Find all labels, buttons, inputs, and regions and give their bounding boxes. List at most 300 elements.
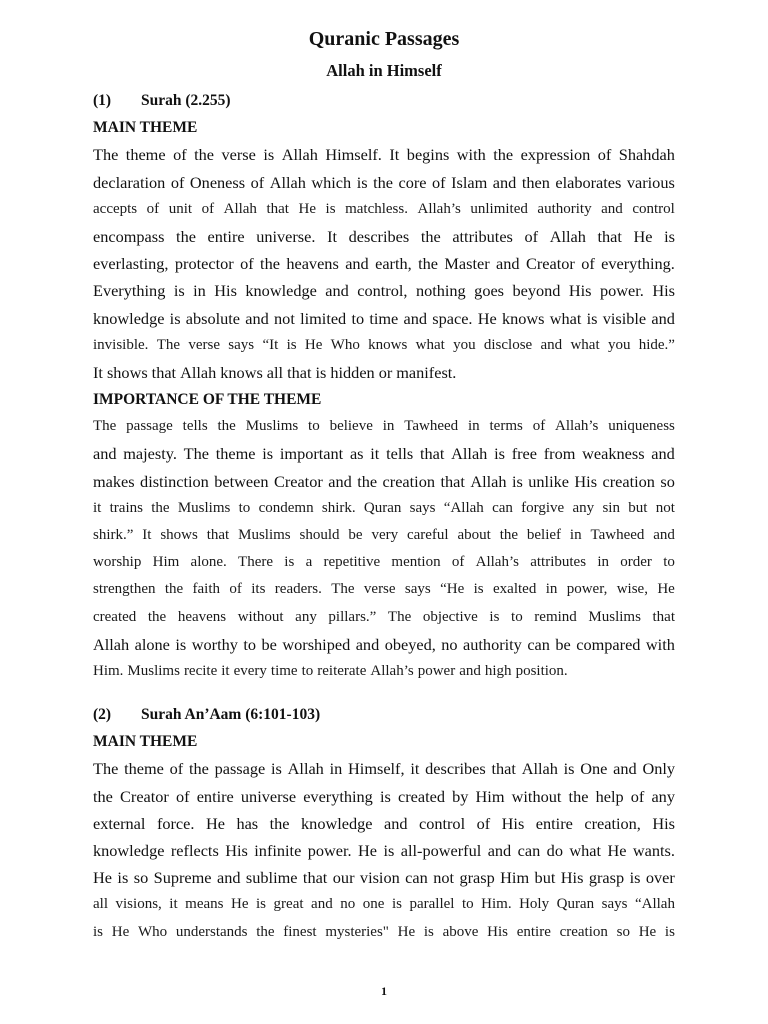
word: absolute: [185, 308, 241, 328]
word: describes: [425, 759, 486, 779]
word: His: [501, 813, 525, 833]
word: Quran: [363, 499, 402, 516]
word: in: [468, 418, 480, 435]
word: forgive: [521, 499, 565, 516]
word: His: [568, 281, 592, 301]
word: remind: [534, 608, 577, 625]
text-line: [93, 223, 675, 250]
word: Allah: [451, 444, 488, 464]
word: and: [487, 840, 512, 860]
word: Allah: [470, 471, 507, 491]
word: and: [216, 868, 241, 888]
word: “Allah: [634, 896, 675, 913]
word: is: [473, 581, 484, 598]
word: what: [569, 840, 602, 860]
word: of: [146, 200, 160, 217]
word: and: [540, 336, 563, 353]
word: without: [237, 608, 284, 625]
word: help: [595, 786, 624, 806]
word: knowledge: [301, 813, 373, 833]
section-2-surah-heading: [93, 701, 675, 728]
word: core: [398, 172, 427, 192]
word: Who: [330, 336, 360, 353]
word: is: [629, 868, 641, 888]
word: says: [601, 896, 628, 913]
word: exalted: [493, 581, 537, 598]
word: unlike: [528, 471, 569, 491]
word: of: [170, 172, 185, 192]
word: the: [373, 172, 393, 192]
word: There: [238, 554, 274, 571]
word: and: [613, 759, 637, 779]
word: He: [657, 581, 675, 598]
word: Allah: [223, 200, 257, 217]
word: visions,: [115, 896, 162, 913]
word: The: [387, 608, 412, 625]
word: worshiped: [282, 634, 351, 654]
word: shirk.: [321, 499, 356, 516]
word: He: [231, 896, 249, 913]
word: about: [457, 527, 491, 543]
word: important: [279, 444, 344, 464]
word: distinction: [140, 471, 209, 491]
word: careful: [406, 527, 449, 543]
word: in: [382, 418, 395, 435]
word: of: [451, 554, 465, 571]
word: and: [651, 444, 675, 464]
word: His: [574, 471, 598, 491]
section-2-main-theme-heading: MAIN THEME: [93, 733, 198, 751]
word: Allah: [287, 759, 324, 779]
word: of: [581, 254, 595, 274]
word: makes: [93, 471, 135, 491]
word: what: [570, 336, 600, 353]
word: by: [452, 786, 469, 806]
word: from: [543, 444, 576, 464]
word: weakness: [582, 444, 645, 464]
section-1-surah: Surah (2.255): [141, 92, 231, 109]
word: He: [633, 226, 653, 246]
word: not: [274, 308, 295, 328]
word: be: [555, 634, 571, 654]
word: worthy: [191, 634, 238, 654]
word: be: [261, 634, 277, 654]
word: our: [332, 868, 355, 888]
word: to: [511, 608, 523, 625]
word: verse: [188, 336, 220, 353]
word: Allah’s: [370, 662, 414, 679]
word: The: [331, 581, 355, 598]
word: Tawheed: [590, 527, 645, 543]
word: verse: [221, 145, 256, 165]
word: it: [410, 759, 420, 779]
word: Muslims: [177, 499, 231, 516]
word: is: [494, 444, 505, 464]
word: heavens: [177, 608, 227, 625]
word: He: [477, 308, 497, 328]
word: majesty.: [123, 444, 177, 464]
word: His: [487, 923, 508, 940]
word: Allah’s: [555, 418, 599, 435]
word: Muslims: [238, 527, 291, 543]
section-2-number: (2): [93, 706, 112, 723]
word: Muslims: [245, 418, 299, 435]
word: repetitive: [323, 554, 381, 571]
word: the: [194, 145, 214, 165]
word: the: [260, 254, 280, 274]
word: is: [93, 923, 104, 940]
word: and: [311, 896, 333, 913]
text-line: [93, 891, 675, 918]
word: any: [572, 499, 595, 516]
word: faith: [192, 581, 221, 598]
word: is: [117, 868, 129, 888]
word: His: [560, 868, 584, 888]
word: alone.: [190, 554, 227, 571]
word: begins: [406, 145, 450, 165]
word: infinite: [254, 840, 302, 860]
word: wants.: [632, 840, 675, 860]
word: should: [299, 527, 340, 543]
word: describes: [348, 226, 410, 246]
word: position.: [515, 662, 568, 679]
word: earth,: [375, 254, 412, 274]
word: says: [228, 336, 255, 353]
word: the: [493, 145, 514, 165]
word: understands: [175, 923, 248, 940]
word: is: [383, 840, 395, 860]
word: is: [423, 923, 434, 940]
text-line: [93, 810, 675, 837]
word: everything: [303, 786, 373, 806]
word: and: [601, 200, 623, 217]
word: Himself,: [348, 759, 405, 779]
word: to: [243, 634, 257, 654]
word: It: [389, 145, 400, 165]
word: to: [301, 662, 314, 679]
word: time: [369, 308, 399, 328]
word: above: [442, 923, 479, 940]
word: is: [489, 608, 500, 625]
word: is: [256, 896, 267, 913]
word: is: [586, 308, 598, 328]
word: He: [607, 840, 627, 860]
word: that: [652, 608, 675, 625]
word: entire: [207, 226, 245, 246]
word: nothing: [415, 281, 466, 301]
word: universe: [240, 786, 297, 806]
word: and: [403, 308, 428, 328]
word: means: [185, 896, 224, 913]
word: His: [214, 281, 237, 301]
word: knowledge: [245, 281, 317, 301]
word: Holy: [519, 896, 550, 913]
word: says: [409, 499, 436, 516]
word: and: [345, 254, 369, 274]
text-line: [93, 495, 675, 522]
word: It: [327, 226, 338, 246]
word: knows: [220, 362, 263, 382]
word: The: [93, 759, 119, 779]
word: then: [521, 172, 550, 192]
word: but: [628, 499, 648, 516]
word: The: [93, 145, 119, 165]
page-title: Quranic Passages: [308, 28, 460, 50]
word: the: [499, 527, 519, 543]
word: and: [93, 444, 117, 464]
word: not: [655, 499, 675, 516]
word: all: [266, 362, 284, 382]
word: Allah: [521, 759, 558, 779]
word: “It: [262, 336, 279, 353]
section-1-number: (1): [93, 92, 112, 109]
word: of: [432, 172, 446, 192]
word: condemn: [258, 499, 314, 516]
word: unit: [168, 200, 193, 217]
text-line: [93, 576, 675, 603]
word: He: [205, 813, 225, 833]
word: Master: [444, 254, 490, 274]
word: everlasting,: [93, 254, 169, 274]
word: can: [492, 499, 513, 516]
word: no: [340, 896, 356, 913]
word: that: [491, 759, 516, 779]
word: unlimited: [470, 200, 528, 217]
word: limited: [300, 308, 347, 328]
word: recite: [183, 662, 218, 679]
word: declaration: [93, 172, 166, 192]
word: The: [156, 336, 181, 353]
word: the: [418, 254, 439, 274]
word: is: [271, 759, 282, 779]
word: the: [256, 923, 275, 940]
word: reflects: [170, 840, 219, 860]
word: is: [664, 226, 675, 246]
word: The: [93, 418, 117, 435]
word: that: [597, 226, 622, 246]
word: power,: [566, 581, 608, 598]
text-line: [93, 658, 675, 685]
word: Creator: [273, 471, 323, 491]
word: everything.: [601, 254, 675, 274]
word: Him.: [93, 662, 124, 679]
word: the: [217, 418, 236, 435]
word: a: [305, 554, 313, 571]
word: Only: [642, 759, 675, 779]
word: without: [511, 786, 562, 806]
word: Allah’s: [475, 554, 519, 571]
word: theme: [215, 444, 256, 464]
word: the: [269, 813, 290, 833]
word: readers.: [274, 581, 322, 598]
word: in: [329, 759, 343, 779]
word: invisible.: [93, 336, 149, 353]
word: the: [176, 226, 196, 246]
word: Tawheed: [404, 418, 459, 435]
word: of: [597, 145, 612, 165]
word: visible: [602, 308, 647, 328]
page-subtitle: Allah in Himself: [326, 61, 442, 80]
word: and: [245, 308, 269, 328]
word: knows: [368, 336, 408, 353]
word: mysteries": [325, 923, 389, 940]
section-1-surah-heading: [93, 87, 675, 114]
word: entire: [535, 813, 573, 833]
word: not: [433, 868, 455, 888]
word: can: [517, 840, 541, 860]
text-line: [93, 864, 675, 891]
word: creation,: [584, 813, 641, 833]
word: compared: [576, 634, 641, 654]
word: It: [142, 527, 152, 543]
word: power: [417, 662, 456, 679]
word: and: [496, 254, 520, 274]
word: He: [298, 200, 316, 217]
word: theme: [125, 145, 166, 165]
word: tells: [182, 418, 208, 435]
section-2: [93, 701, 675, 946]
word: is: [262, 444, 274, 464]
word: can: [405, 868, 428, 888]
word: sublime: [245, 868, 298, 888]
word: any: [651, 786, 675, 806]
word: it: [169, 896, 178, 913]
word: reiterate: [317, 662, 367, 679]
word: of: [240, 254, 254, 274]
word: authority: [463, 634, 522, 654]
word: knowledge: [93, 308, 165, 328]
word: the: [568, 786, 589, 806]
word: control,: [357, 281, 408, 301]
word: theme: [124, 759, 164, 779]
word: Who: [137, 923, 168, 940]
word: elaborates: [555, 172, 622, 192]
word: what: [549, 308, 582, 328]
word: and: [651, 308, 675, 328]
word: and: [325, 281, 349, 301]
word: is: [511, 471, 523, 491]
word: His: [652, 281, 675, 301]
word: you: [453, 336, 476, 353]
text-line: [93, 468, 675, 495]
word: of: [229, 581, 242, 598]
word: The: [183, 444, 209, 464]
word: Allah: [180, 362, 217, 382]
word: finest: [283, 923, 317, 940]
word: objective: [422, 608, 478, 625]
word: “He: [440, 581, 465, 598]
section-2-surah: Surah An’Aam (6:101-103): [141, 706, 321, 723]
word: great: [273, 896, 304, 913]
word: of: [532, 418, 546, 435]
word: and: [355, 634, 380, 654]
text-line: [93, 783, 675, 810]
word: hide.”: [638, 336, 675, 353]
word: created: [93, 608, 137, 625]
word: pillars.”: [328, 608, 377, 625]
word: is: [356, 172, 368, 192]
word: is: [286, 336, 297, 353]
word: Himself.: [325, 145, 382, 165]
section-1: [93, 87, 675, 685]
word: it: [370, 444, 380, 464]
word: grasp: [588, 868, 625, 888]
word: the: [151, 499, 170, 516]
word: Quran: [556, 896, 595, 913]
word: it: [221, 662, 230, 679]
word: one: [362, 896, 385, 913]
word: He: [111, 923, 130, 940]
word: Everything: [93, 281, 166, 301]
text-line: [93, 359, 675, 386]
word: power.: [599, 281, 644, 301]
word: is: [175, 634, 187, 654]
word: to: [308, 418, 320, 435]
word: to: [461, 896, 474, 913]
word: passage: [214, 759, 266, 779]
word: attributes: [452, 226, 513, 246]
word: He: [93, 868, 112, 888]
word: disclose: [483, 336, 533, 353]
word: space.: [432, 308, 473, 328]
word: He: [304, 336, 323, 353]
word: Oneness: [189, 172, 246, 192]
word: to: [238, 499, 251, 516]
word: Him.: [481, 896, 512, 913]
word: to: [663, 554, 675, 571]
word: that: [206, 527, 230, 543]
word: all: [93, 896, 108, 913]
word: parallel: [409, 896, 455, 913]
word: Allah: [93, 634, 130, 654]
word: so: [616, 923, 630, 940]
word: One: [580, 759, 608, 779]
word: is: [563, 759, 575, 779]
word: and: [383, 813, 408, 833]
word: that: [287, 362, 312, 382]
word: is: [173, 281, 185, 301]
word: knowledge: [93, 840, 165, 860]
word: of: [630, 786, 645, 806]
word: Muslims: [588, 608, 641, 625]
word: that: [266, 200, 289, 217]
text-line: [93, 250, 675, 277]
word: created: [397, 786, 445, 806]
word: tells: [386, 444, 414, 464]
page-number: 1: [381, 984, 387, 998]
word: is: [325, 200, 336, 217]
word: external: [93, 813, 146, 833]
word: Supreme: [153, 868, 212, 888]
word: worship: [93, 554, 142, 571]
word: expression: [520, 145, 591, 165]
word: belief: [526, 527, 562, 543]
word: matchless.: [345, 200, 408, 217]
word: so: [660, 471, 675, 491]
word: the: [147, 608, 167, 625]
word: Islam: [451, 172, 488, 192]
word: of: [476, 813, 491, 833]
word: control: [418, 813, 466, 833]
word: over: [645, 868, 675, 888]
word: creation: [382, 471, 435, 491]
word: that: [419, 444, 445, 464]
text-line: [93, 837, 675, 864]
word: and: [653, 527, 675, 543]
word: alone: [134, 634, 170, 654]
word: with: [456, 145, 486, 165]
word: time: [270, 662, 298, 679]
